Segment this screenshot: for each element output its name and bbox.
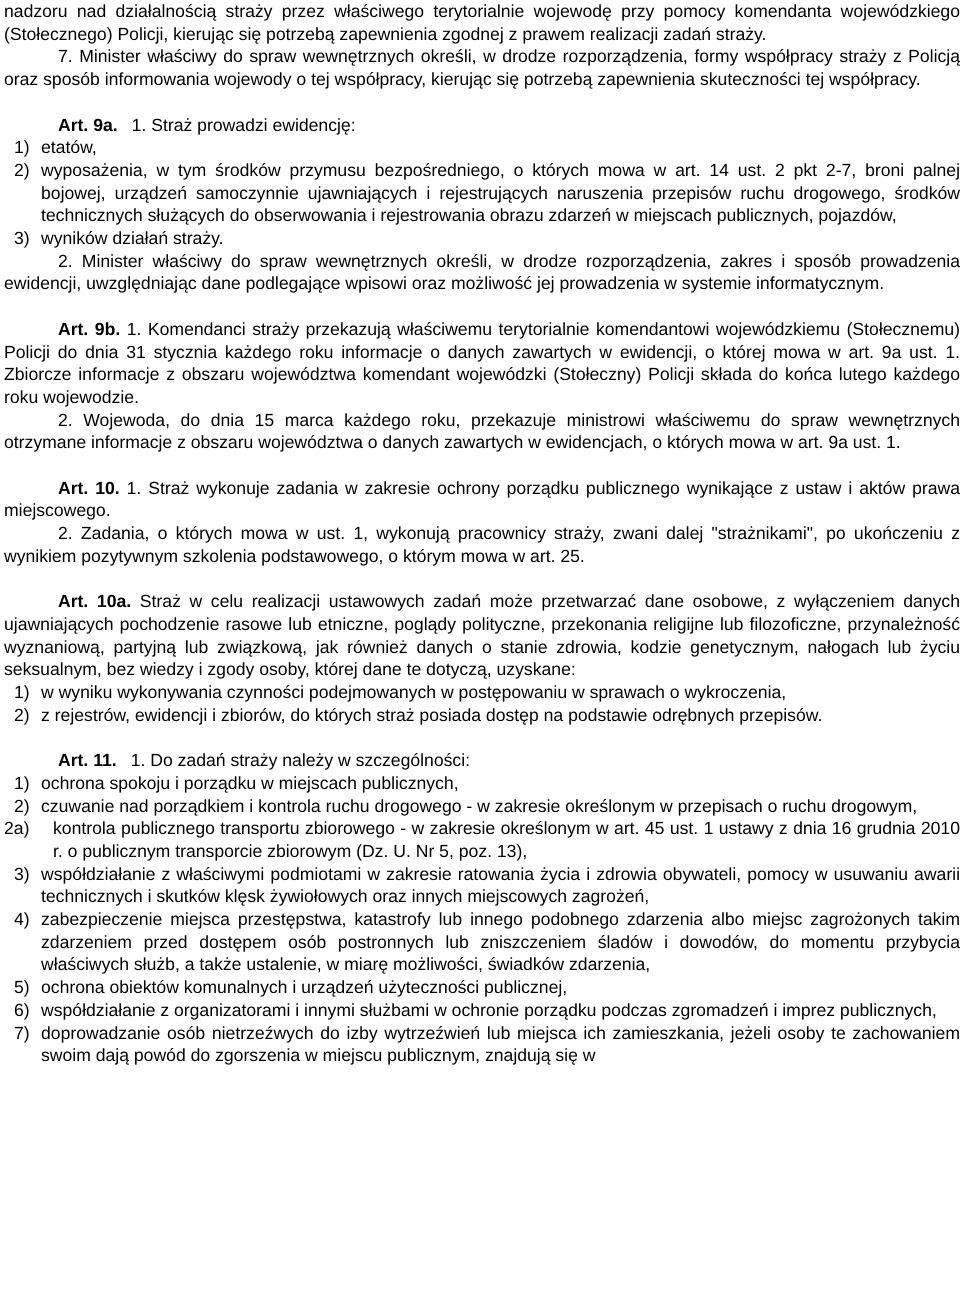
list-text: zabezpieczenie miejsca przestępstwa, katastrofy lub innego podobnego zdarzenia albo miejsc zagrożonych takim zdarzeniem przed dostępem osób postronnych lub zniszczeniem śladów i dowodów, do momentu przybycia właściwych służb, a także ustalenie, w miarę możliwości, świadków zdarzenia, <box>41 909 960 975</box>
list-item <box>4 681 960 704</box>
list-text: wyposażenia, w tym środków przymusu bezpośredniego, o których mowa w art. 14 ust. 2 pkt 2-7, broni palnej bojowej, urządzeń samoczynnie ujawniających i rejestrujących naruszenia przepisów ruchu drogowego, środków technicznych służących do obserwowania i rejestrowania obrazu zdarzeń w miejscach publicznych, pojazdów, <box>41 159 960 226</box>
list-number: 4) <box>14 909 30 930</box>
article-text: 1. Straż wykonuje zadania w zakresie ochrony porządku publicznego wynikające z ustaw i aktów prawa miejscowego. <box>4 477 960 521</box>
list-text: ochrona spokoju i porządku w miejscach publicznych, <box>41 772 459 793</box>
list-number: 7) <box>14 1022 30 1043</box>
article-lead: 1. Do zadań straży należy w szczególności: <box>130 750 471 771</box>
list-item <box>4 704 960 727</box>
list-item <box>4 863 960 908</box>
list-number: 2a) <box>4 818 30 839</box>
article-lead: 1. Straż prowadzi ewidencję: <box>131 114 356 135</box>
list-item <box>4 136 960 159</box>
article-label: Art. 10. <box>58 477 120 498</box>
list-item <box>4 1022 960 1067</box>
list-text: etatów, <box>41 137 97 158</box>
list-number: 2) <box>14 159 30 180</box>
list-number: 6) <box>14 999 30 1020</box>
list-text: czuwanie nad porządkiem i kontrola ruchu drogowego - w zakresie określonym w przepisach o ruchu drogowym, <box>41 795 918 816</box>
list-number: 1) <box>14 137 30 158</box>
list-item <box>4 795 960 818</box>
list-text: z rejestrów, ewidencji i zbiorów, do których straż posiada dostęp na podstawie odrębnych przepisów. <box>41 704 823 725</box>
list-item <box>4 817 960 862</box>
list-item <box>4 159 960 227</box>
article-text: 1. Komendanci straży przekazują właściwemu terytorialnie komendantowi wojewódzkiemu (Stołecznemu) Policji do dnia 31 stycznia każdego roku informacje o danych zawartych w ewidencji, o której mowa w art. 9a ust. 1. Zbiorcze informacje z obszaru województwa komendant wojewódzki (Stołeczny) Policji składa do końca lutego każdego roku wojewodzie. <box>4 318 960 407</box>
list-text: doprowadzanie osób nietrzeźwych do izby wytrzeźwień lub miejsca ich zamieszkania, jeżeli osoby te zachowaniem swoim dają powód do zgorszenia w miejscu publicznym, znajdują się w <box>41 1022 960 1066</box>
paragraph: 2. Wojewoda, do dnia 15 marca każdego roku, przekazuje ministrowi właściwemu do spraw wewnętrznych otrzymane informacje z obszaru województwa o danych zawartych w ewidencjach, o których mowa w art. 9a ust. 1. <box>4 409 960 453</box>
article-label: Art. 9b. <box>58 318 121 339</box>
article-10-heading <box>4 477 960 522</box>
list-text: współdziałanie z organizatorami i innymi służbami w ochronie porządku podczas zgromadzeń i imprez publicznych, <box>41 999 937 1020</box>
list-number: 1) <box>14 772 30 793</box>
paragraph: 2. Zadania, o których mowa w ust. 1, wykonują pracownicy straży, zwani dalej "strażnikami", po ukończeniu z wynikiem pozytywnym szkolenia podstawowego, o którym mowa w art. 25. <box>4 523 960 566</box>
article-label: Art. 10a. <box>58 591 132 612</box>
paragraph: 2. Minister właściwy do spraw wewnętrznych określi, w drodze rozporządzenia, zakres i sposób prowadzenia ewidencji, uwzględniając dane podlegające wpisowi oraz możliwość jej prowadzenia w systemie informatycznym. <box>4 250 960 294</box>
list-number: 2) <box>14 704 30 725</box>
list-text: współdziałanie z właściwymi podmiotami w zakresie ratowania życia i zdrowia obywateli, pomocy w usuwaniu awarii technicznych i skutków klęsk żywiołowych oraz innych miejscowych zagrożeń, <box>41 863 960 907</box>
list-item <box>4 227 960 250</box>
article-label: Art. 11. <box>58 750 117 771</box>
list-number: 2) <box>14 795 30 816</box>
paragraph-top-continuation: nadzoru nad działalnością straży przez właściwego terytorialnie wojewodę przy pomocy komendanta wojewódzkiego (Stołecznego) Policji, kierując się potrzebą zapewnienia zgodnej z prawem realizacji zadań straży. <box>4 1 960 44</box>
article-9b-heading <box>4 318 960 409</box>
article-10a-heading <box>4 590 960 681</box>
list-text: wyników działań straży. <box>41 228 224 249</box>
article-11-heading <box>4 749 960 772</box>
article-9a-heading <box>4 114 960 137</box>
list-item <box>4 976 960 999</box>
list-item <box>4 999 960 1022</box>
list-item <box>4 908 960 976</box>
list-number: 1) <box>14 682 30 703</box>
list-number: 3) <box>14 228 30 249</box>
list-text: w wyniku wykonywania czynności podejmowanych w postępowaniu w sprawach o wykroczenia, <box>41 682 787 703</box>
list-text: kontrola publicznego transportu zbiorowego - w zakresie określonym w art. 45 ust. 1 ustawy z dnia 16 grudnia 2010 r. o publicznym transporcie zbiorowym (Dz. U. Nr 5, poz. 13), <box>53 818 960 861</box>
article-text: Straż w celu realizacji ustawowych zadań może przetwarzać dane osobowe, z wyłączeniem danych ujawniających pochodzenie rasowe lub etniczne, poglądy polityczne, przekonania religijne lub filozoficzne, przynależność wyznaniową, partyjną lub związkową, jak również danych o stanie zdrowia, kodzie genetycznym, nałogach lub życiu seksualnym, bez wiedzy i zgody osoby, której dane te dotyczą, uzyskane: <box>4 591 960 680</box>
article-label: Art. 9a. <box>58 114 118 135</box>
paragraph-7: 7. Minister właściwy do spraw wewnętrznych określi, w drodze rozporządzenia, formy współpracy straży z Policją oraz sposób informowania wojewody o tej współpracy, kierując się potrzebą zapewnienia skuteczności tej współpracy. <box>4 46 960 90</box>
list-text: ochrona obiektów komunalnych i urządzeń użyteczności publicznej, <box>41 977 568 998</box>
list-item <box>4 772 960 795</box>
list-number: 5) <box>14 977 30 998</box>
list-number: 3) <box>14 863 30 884</box>
